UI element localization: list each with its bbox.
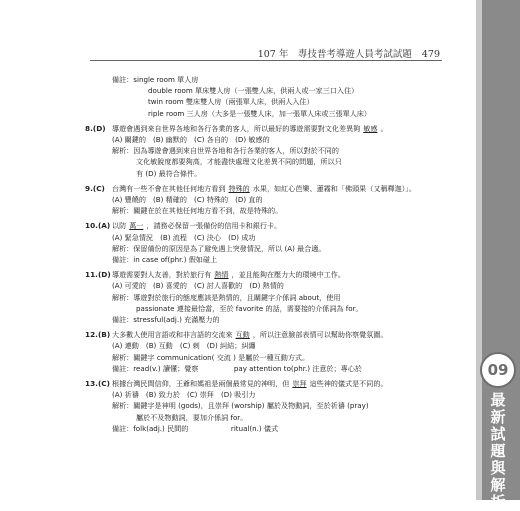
question-stem: 導遊需要對人友善，對於旅行有 熱情 ，並且能夠在壓力大的環境中工作。 bbox=[112, 270, 345, 280]
question-stem: 台灣有一些不會在其他任何地方看到 特殊的 水果，如紅心芭樂、蓮霧和「佛頭果（又稱釋迦）」。 bbox=[112, 183, 416, 193]
exam-content bbox=[85, 74, 442, 434]
sidebar-edge bbox=[476, 0, 482, 500]
explanation-line: 備註：in case of(phr.) 假如碰上 bbox=[112, 255, 218, 265]
explanation-line: 解析：導遊對於旅行的態度應該是熱情的，且關鍵字介係詞 about，使用 bbox=[112, 292, 341, 302]
question-stem: 以防 萬一 ，請務必保留一張備份的信用卡和銀行卡。 bbox=[112, 221, 282, 231]
question-13 bbox=[85, 378, 442, 434]
question-options: (A) 連動 (B) 互動 (C) 刺 (D) 糾結；糾纏 bbox=[112, 341, 256, 351]
explanation-line: 文化敏銳度都要夠高，才能盡快處理文化差異不同的問題，所以只 bbox=[136, 157, 342, 167]
explanation-line: 備註：stressful(adj.) 充滿壓力的 bbox=[112, 315, 220, 325]
question-stem: 大多數人使用言語或和非言語的交流來 互動 ，所以注意臉部表情可以幫助你察覺氛圍。 bbox=[112, 330, 388, 340]
answer-blank: 崇拜 bbox=[292, 379, 307, 389]
answer-blank: 特殊的 bbox=[228, 183, 250, 193]
question-options: (A) 可愛的 (B) 喜愛的 (C) 討人喜歡的 (D) 熱情的 bbox=[112, 281, 284, 291]
question-number-answer: 10.(A) bbox=[85, 221, 111, 231]
section-title: 最新試題與解析 bbox=[490, 391, 506, 511]
question-10 bbox=[85, 220, 442, 265]
question-number-answer: 9.(C) bbox=[85, 183, 105, 193]
question-11 bbox=[85, 269, 442, 325]
page-number: 479 bbox=[421, 49, 440, 60]
answer-blank: 敏感 bbox=[363, 123, 378, 133]
explanation-line: 有 (D) 最符合條件。 bbox=[136, 168, 202, 178]
explanation-line: 解析：關鍵字 communication( 交流 ) 是屬於一種互動方式。 bbox=[112, 352, 310, 362]
page-header bbox=[0, 46, 440, 60]
question-12 bbox=[85, 329, 442, 374]
explanation-line: 解析：因為導遊會遇到來自世界各地和各行各業的客人，所以對於不同的 bbox=[112, 146, 339, 156]
explanation-line: 備註：read(v.) 讀懂；覺察 pay attention to(phr.) 注意於；專心於 bbox=[112, 363, 362, 373]
explanation-line: 解析：關鍵在於在其他任何地方看不到，故是特殊的。 bbox=[112, 206, 283, 216]
question-options: (A) 豐饒的 (B) 精確的 (C) 特殊的 (D) 直的 bbox=[112, 195, 263, 205]
explanation-line: 解析：保留備份的原因是為了避免遇上突發情況，所以 (A) 最合適。 bbox=[112, 243, 326, 253]
chapter-number-badge: 09 bbox=[480, 352, 516, 388]
note-line: riple room 三人房（大多是一張雙人床，加一張單人床或三張單人床） bbox=[148, 108, 372, 118]
answer-blank: 互動 bbox=[235, 330, 250, 340]
question-9 bbox=[85, 183, 442, 217]
question-number-answer: 8.(D) bbox=[85, 123, 106, 133]
question-options: (A) 關鍵的 (B) 幽默的 (C) 各自的 (D) 敏感的 bbox=[112, 135, 270, 145]
question-options: (A) 祈禱 (B) 致力於 (C) 崇拜 (D) 吸引力 bbox=[112, 390, 256, 400]
explanation-line: 解析：關鍵字是神明 (gods)，且崇拜 (worship) 屬於及物動詞，至於祈禱 (pray) bbox=[112, 401, 369, 411]
note-line: twin room 雙床雙人房（兩張單人床，供兩人入住） bbox=[148, 97, 314, 107]
question-stem: 根據台灣民間信仰，王爺和媽祖是兩個最常見的神明，但 崇拜 這些神的儀式是不同的。 bbox=[112, 379, 388, 389]
explanation-line: passionate 連接最恰當，至於 favorite 的話，需要接的介係詞為 for。 bbox=[136, 303, 363, 313]
top-note bbox=[112, 74, 442, 119]
note-line: 備註：single room 單人房 bbox=[112, 75, 199, 84]
header-title: 107 年 專技普考導遊人員考試試題 bbox=[257, 49, 412, 60]
note-line: double room 單床雙人房（一張雙人床，供兩人或一家三口入住） bbox=[148, 86, 359, 96]
question-number-answer: 11.(D) bbox=[85, 270, 111, 280]
question-number-answer: 13.(C) bbox=[85, 379, 110, 389]
answer-blank: 萬一 bbox=[129, 221, 144, 231]
header-rule bbox=[90, 60, 442, 61]
question-number-answer: 12.(B) bbox=[85, 330, 111, 340]
explanation-line: 屬於不及物動詞，要加介係詞 for。 bbox=[136, 412, 248, 422]
question-options: (A) 緊急情況 (B) 流程 (C) 決心 (D) 成功 bbox=[112, 232, 256, 242]
question-stem: 導遊會遇到來自世界各地和各行各業的客人，所以最好的導遊需要對文化差異夠 敏感 。 bbox=[112, 123, 388, 133]
explanation-line: 備註：folk(adj.) 民間的 ritual(n.) 儀式 bbox=[112, 423, 279, 433]
answer-blank: 熱情 bbox=[214, 270, 229, 280]
question-8 bbox=[85, 123, 442, 179]
chapter-sidebar bbox=[476, 0, 520, 511]
